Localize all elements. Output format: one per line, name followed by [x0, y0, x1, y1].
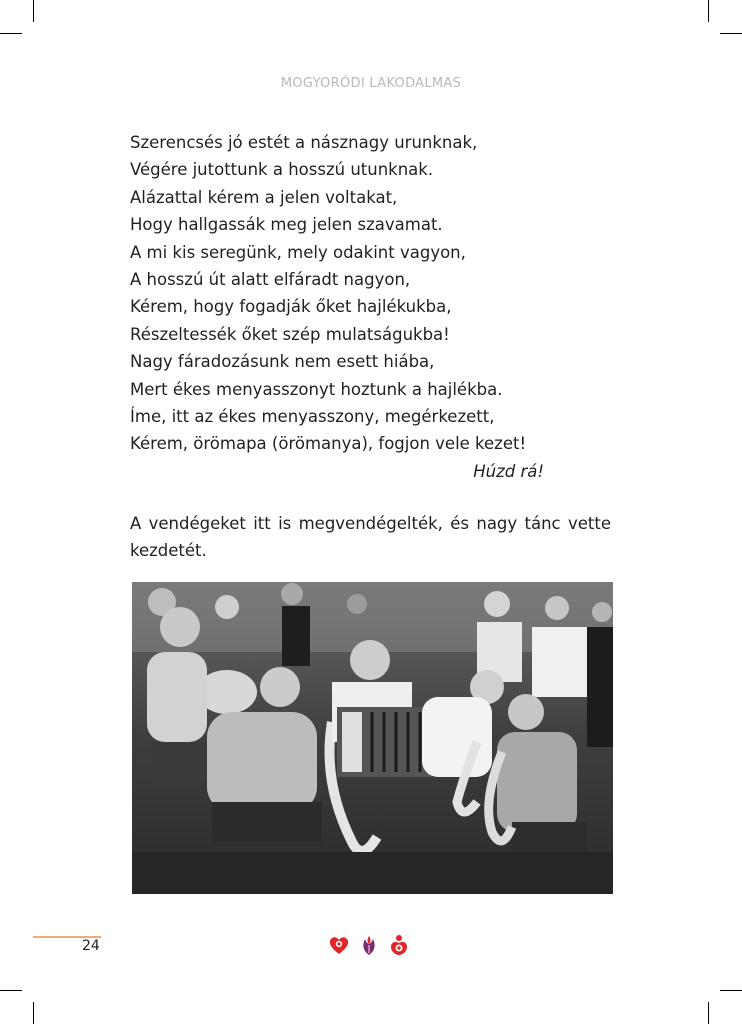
- crop-mark: [33, 1002, 34, 1024]
- poem-line: Nagy fáradozásunk nem esett hiába,: [130, 352, 435, 372]
- poem-line: A mi kis seregünk, mely odakint vagyon,: [130, 242, 466, 262]
- crop-mark: [720, 33, 742, 34]
- poem-line: A hosszú út alatt elfáradt nagyon,: [130, 269, 411, 289]
- crop-mark: [0, 990, 22, 991]
- running-head: MOGYORÓDI LAKODALMAS: [280, 76, 462, 91]
- poem-line: Végére jutottunk a hosszú utunknak.: [130, 160, 434, 180]
- flower-emblem-icon: [387, 933, 411, 957]
- poem-line: Részeltessék őket szép mulatságukba!: [130, 324, 450, 344]
- poem-line: Kérem, hogy fogadják őket hajlékukba,: [130, 297, 452, 317]
- page-number: 24: [82, 938, 100, 954]
- poem-coda: Húzd rá!: [473, 461, 544, 481]
- poem-line: Mert ékes menyasszonyt hoztunk a hajlékba.: [130, 379, 503, 399]
- crop-mark: [720, 990, 742, 991]
- tulip-emblem-icon: [357, 933, 381, 957]
- crop-mark: [708, 1002, 709, 1024]
- body-paragraph: A vendégeket itt is megvendégelték, és nagy tánc vette kezdetét.: [130, 514, 611, 561]
- poem-line: Alázattal kérem a jelen voltakat,: [130, 187, 398, 207]
- poem-line: Hogy hallgassák meg jelen szavamat.: [130, 215, 443, 235]
- footer-emblems: [327, 932, 415, 958]
- poem-line: Szerencsés jó estét a násznagy urunknak,: [130, 133, 478, 152]
- heart-emblem-icon: [327, 933, 351, 957]
- crop-mark: [33, 0, 34, 22]
- crop-mark: [0, 33, 22, 34]
- poem-line: Íme, itt az ékes menyasszony, megérkezett,: [130, 406, 495, 426]
- crop-mark: [708, 0, 709, 22]
- poem: [130, 129, 550, 485]
- poem-line: Kérem, örömapa (örömanya), fogjon vele kezet!: [130, 434, 527, 454]
- musicians-photo: [132, 582, 613, 894]
- photo-illustration-icon: [132, 582, 613, 894]
